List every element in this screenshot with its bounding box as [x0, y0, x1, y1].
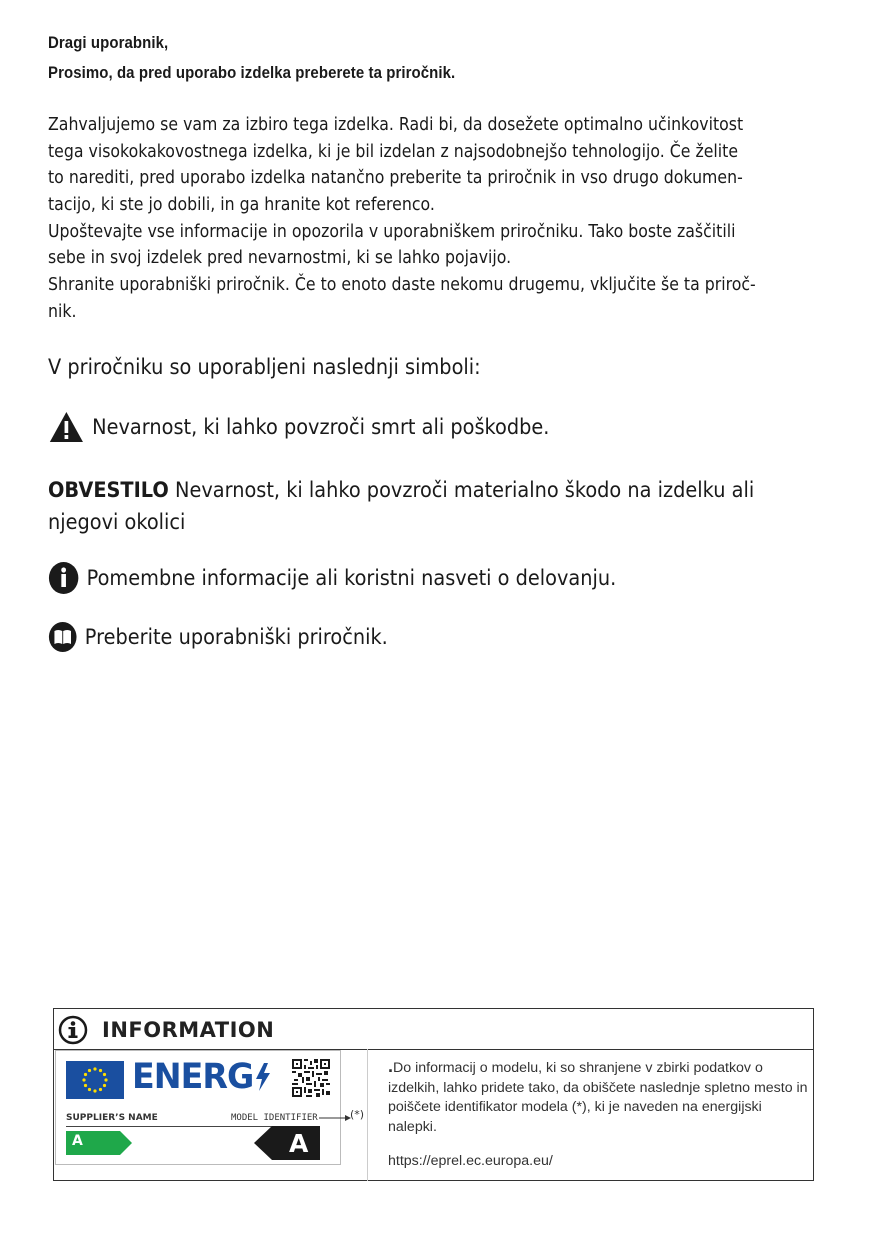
information-text: .Do informacij o modelu, ki so shranjene v zbirki podatkov o izdelkih, lahko pridete tako, da obiščete naslednje spletno mesto in poiščete identifikator modela (*), ki je naveden na energijski nalepki.	[388, 1056, 808, 1135]
warning-icon	[48, 410, 85, 444]
energy-wordmark: ENERG	[132, 1057, 254, 1097]
warning-symbol-row	[48, 410, 549, 444]
manual-symbol-row	[48, 621, 388, 653]
info-icon	[48, 561, 79, 595]
energy-label	[55, 1050, 341, 1165]
eu-flag-icon	[66, 1061, 124, 1099]
info-symbol-row	[48, 561, 616, 595]
energy-class-small	[66, 1131, 132, 1160]
intro-line: Upoštevajte vse informacije in opozorila v uporabniškem priročniku. Tako boste zaščitili	[48, 221, 736, 242]
greeting-line-2: Prosimo, da pred uporabo izdelka preberete ta priročnik.	[48, 63, 456, 82]
intro-line: nik.	[48, 301, 77, 322]
notice-description: Nevarnost, ki lahko povzroči materialno škodo na izdelku ali njegovi okolici	[48, 478, 755, 534]
column-divider	[367, 1049, 368, 1181]
info-icon	[58, 1015, 88, 1045]
intro-line: tega visokokakovostnega izdelka, ki je bil izdelan z najsodobnejšo tehnologijo. Če želite	[48, 141, 739, 162]
model-identifier: MODEL IDENTIFIER	[231, 1113, 318, 1123]
energy-class-small-letter: A	[72, 1133, 83, 1149]
intro-line: sebe in svoj izdelek pred nevarnostmi, ki se lahko pojavijo.	[48, 248, 512, 269]
intro-line: to narediti, pred uporabo izdelka natančno preberite ta priročnik in vso drugo dokumen-	[48, 168, 743, 189]
book-icon	[48, 621, 77, 653]
manual-description: Preberite uporabniški priročnik.	[84, 625, 388, 649]
greeting-line-1: Dragi uporabnik,	[48, 33, 169, 52]
supplier-name: SUPPLIER’S NAME	[66, 1113, 158, 1123]
information-header	[54, 1009, 813, 1050]
notice-row	[48, 474, 802, 538]
notice-label: OBVESTILO	[48, 478, 169, 502]
intro-line: tacijo, ki ste jo dobili, in ga hranite kot referenco.	[48, 195, 435, 216]
info-description: Pomembne informacije ali koristni nasveti o delovanju.	[86, 566, 617, 590]
class-pointer-icon	[254, 1126, 320, 1160]
model-arrow-icon	[319, 1108, 379, 1128]
intro-line: Zahvaljujemo se vam za izbiro tega izdelka. Radi bi, da dosežete optimalno učinkovitost	[48, 115, 744, 135]
lightning-icon	[255, 1063, 271, 1091]
eprel-link[interactable]: https://eprel.ec.europa.eu/	[388, 1153, 553, 1169]
intro-line: Shranite uporabniški priročnik. Če to enoto daste nekomu drugemu, vključite še ta priroč-	[48, 275, 756, 296]
intro-paragraph	[48, 112, 759, 326]
qr-code-icon	[292, 1059, 330, 1097]
information-box	[53, 1008, 814, 1181]
symbols-heading: V priročniku so uporabljeni naslednji simboli:	[48, 355, 481, 379]
warning-description: Nevarnost, ki lahko povzroči smrt ali poškodbe.	[92, 415, 550, 439]
energy-class-big	[254, 1126, 320, 1165]
energy-class-big-letter: A	[289, 1129, 309, 1158]
asterisk-note: (*)	[350, 1108, 365, 1121]
information-title: INFORMATION	[102, 1018, 275, 1042]
